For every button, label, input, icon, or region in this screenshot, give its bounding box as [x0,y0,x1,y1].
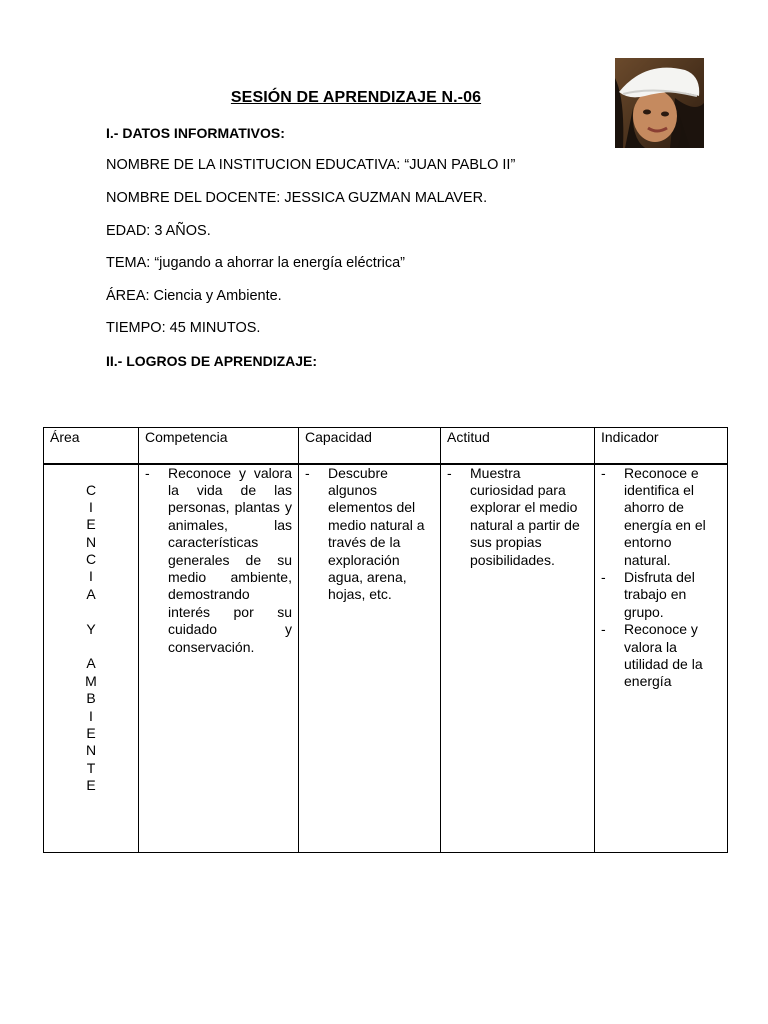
area-letter: I [89,568,93,585]
info-institucion: NOMBRE DE LA INSTITUCION EDUCATIVA: “JUAN PABLO II” [106,157,516,173]
area-letter: E [86,777,96,794]
area-letter: Y [86,620,96,637]
area-letter: A [86,655,96,672]
header-indicador: Indicador [595,428,728,464]
area-vertical-text [44,465,138,795]
competencia-cell [139,464,299,853]
girl-photo-icon [615,58,704,148]
area-letter: I [89,707,93,724]
actitud-item: - Muestra curiosidad para explorar el medio natural a partir de sus propias posibilidades. [447,465,588,569]
area-letter: C [85,481,97,498]
info-edad: EDAD: 3 AÑOS. [106,223,211,239]
section-heading-logros: II.- LOGROS DE APRENDIZAJE: [106,353,318,369]
header-actitud: Actitud [441,428,595,464]
indicador-item: - Reconoce e identifica el ahorro de energía en el entorno natural. [601,465,721,569]
learning-table [43,427,728,853]
table-row [44,464,728,853]
indicador-cell [595,464,728,853]
area-letter: I [89,498,93,515]
area-letter: C [85,551,97,568]
page-title: SESIÓN DE APRENDIZAJE N.-06 [230,89,482,106]
capacidad-cell [299,464,441,853]
area-letter: E [86,724,96,741]
capacidad-item: - Descubre algunos elementos del medio natural a través de la exploración agua, arena, hojas, etc. [305,465,434,604]
area-letter: E [86,516,96,533]
area-letter: B [86,690,96,707]
indicador-item: - Disfruta del trabajo en grupo. [601,569,721,621]
table-header-row [44,428,728,464]
competencia-item: - Reconoce y valora la vida de las personas, plantas y animales, las características generales de su medio ambiente, demostrando interés por su cuidado y conservación. [145,465,292,656]
indicador-item: - Reconoce y valora la utilidad de la energía [601,621,721,691]
section-heading-datos: I.- DATOS INFORMATIVOS: [106,125,285,141]
area-letter: N [85,742,97,759]
info-tiempo: TIEMPO: 45 MINUTOS. [106,320,261,336]
student-photo [615,58,704,148]
info-area: ÁREA: Ciencia y Ambiente. [106,288,282,304]
header-competencia: Competencia [139,428,299,464]
area-letter: A [86,585,96,602]
area-letter: N [85,533,97,550]
info-docente: NOMBRE DEL DOCENTE: JESSICA GUZMAN MALAVER. [106,190,488,206]
area-cell [44,464,139,853]
area-letter: T [86,759,96,776]
area-letter: M [85,672,97,689]
header-area: Área [44,428,139,464]
info-tema: TEMA: “jugando a ahorrar la energía eléctrica” [106,255,406,271]
actitud-cell [441,464,595,853]
header-capacidad: Capacidad [299,428,441,464]
